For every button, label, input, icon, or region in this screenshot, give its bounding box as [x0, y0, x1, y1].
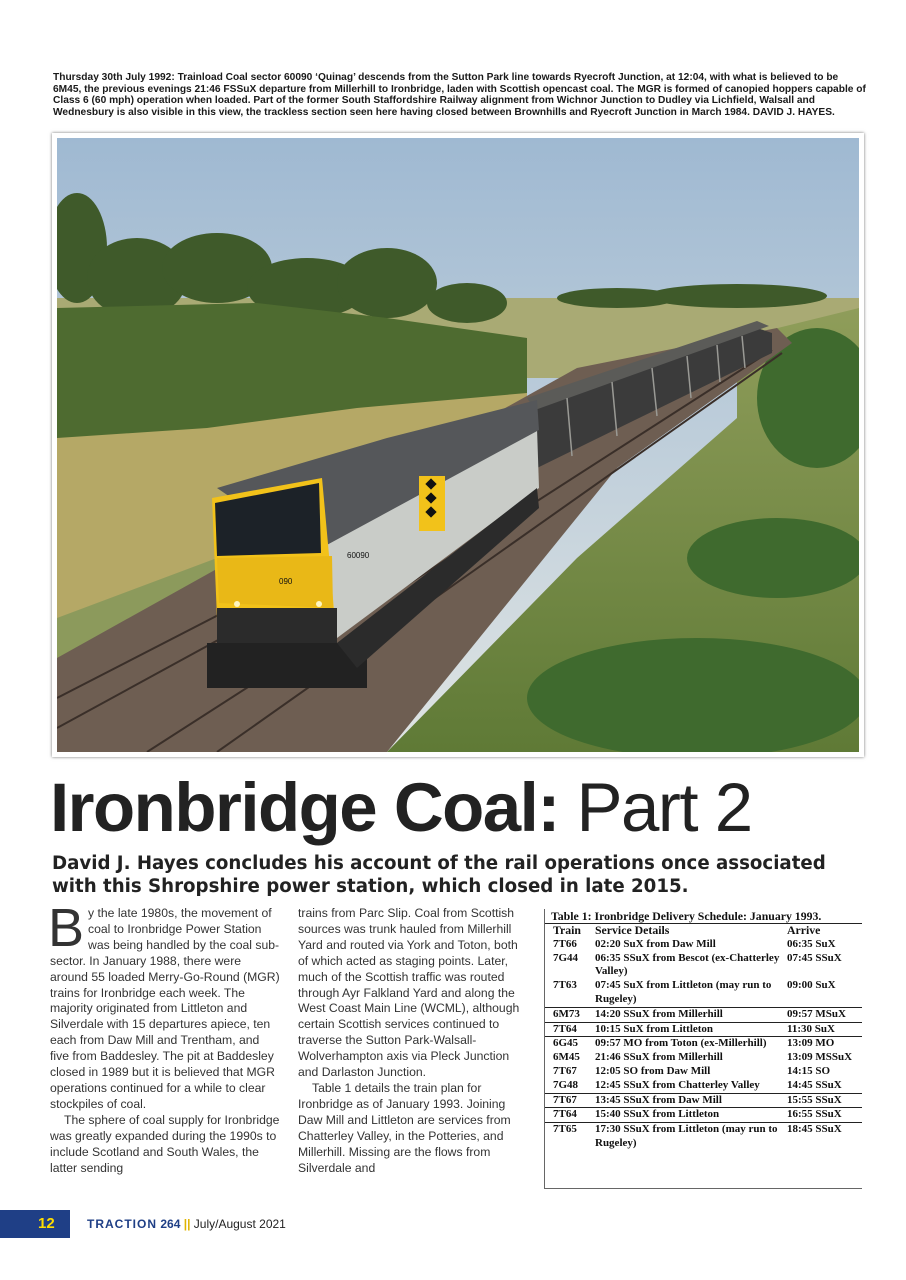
nose-number: 090	[279, 577, 293, 586]
cell-train: 7T66	[553, 937, 577, 950]
footer-folio	[87, 1215, 286, 1233]
cell-service: 06:35 SSuX from Bescot (ex-Chatterley Valley)	[595, 951, 780, 978]
cell-service: 09:57 MO from Toton (ex-Millerhill)	[595, 1037, 767, 1050]
table-header-row	[545, 924, 862, 938]
table-row	[545, 1094, 862, 1109]
cell-arrive: 15:55 SSuX	[787, 1093, 842, 1106]
issue-number: 264	[160, 1217, 181, 1231]
header-train: Train	[553, 923, 581, 937]
paragraph-4: Table 1 details the train plan for Ironbridge as of January 1993. Joining Daw Mill and Littleton are services from Chatterley Valley, in the Potteries, and Millerhill. Missing are the flows from Silverdale and	[298, 1080, 511, 1175]
paragraph-2: The sphere of coal supply for Ironbridge was greatly expanded during the 1990s to include Scotland and South Wales, the latter sending	[50, 1112, 280, 1175]
cell-arrive: 14:45 SSuX	[787, 1078, 842, 1091]
cell-train: 7T64	[553, 1022, 577, 1035]
cell-arrive: 09:00 SuX	[787, 979, 836, 992]
cell-train: 7T67	[553, 1093, 577, 1106]
cell-service: 12:05 SO from Daw Mill	[595, 1064, 711, 1077]
drop-cap: B	[48, 898, 85, 958]
table-row	[545, 938, 862, 952]
standfirst: David J. Hayes concludes his account of the rail operations once associated with this Shropshire power station, which closed in late 2015.	[52, 853, 826, 897]
cell-train: 7G48	[553, 1078, 579, 1091]
cell-arrive: 13:09 MO	[787, 1037, 835, 1050]
cell-service: 13:45 SSuX from Daw Mill	[595, 1093, 722, 1106]
table-row	[545, 1008, 862, 1023]
article-headline	[50, 768, 752, 848]
cell-arrive: 16:55 SSuX	[787, 1108, 842, 1121]
cell-train: 7T65	[553, 1123, 577, 1136]
header-service: Service Details	[595, 923, 670, 937]
headline-main: Ironbridge Coal:	[50, 769, 559, 846]
magazine-name: TRACTION	[87, 1217, 157, 1231]
cell-arrive: 09:57 MSuX	[787, 1007, 846, 1020]
cell-arrive: 18:45 SSuX	[787, 1123, 842, 1136]
paragraph-1	[48, 898, 280, 1113]
table-title: Table 1: Ironbridge Delivery Schedule: January 1993.	[545, 909, 862, 924]
cell-train: 7G44	[553, 951, 579, 964]
cell-train: 7T64	[553, 1108, 577, 1121]
table-row	[545, 952, 862, 980]
cab-side-number: 60090	[347, 551, 370, 560]
cell-service: 14:20 SSuX from Millerhill	[595, 1007, 723, 1020]
table-row	[545, 1123, 862, 1151]
photo-caption: Thursday 30th July 1992: Trainload Coal sector 60090 ‘Quinag’ descends from the Sutton Park line towards Ryecroft Junction, at 12:04, with what is believed to be 6M45, the previous evenings 21:46 FSSuX departure from Millerhill to Ironbridge, laden with Scottish opencast coal. The MGR is formed of canopied hoppers capable of Class 6 (60 mph) operation when loaded. Part of the former South Staffordshire Railway alignment from Wichnor Junction to Dudley via Lichfield, Walsall and Wednesbury is also visible in this view, the trackless section seen here having closed between Brownhills and Ryecroft Junction in March 1984. DAVID J. HAYES.	[53, 72, 866, 118]
page-number: 12	[38, 1215, 55, 1232]
cell-service: 02:20 SuX from Daw Mill	[595, 937, 716, 950]
table-row	[545, 1079, 862, 1094]
cell-arrive: 14:15 SO	[787, 1064, 831, 1077]
body-column-1	[48, 898, 280, 1176]
table-row	[545, 1065, 862, 1079]
railway-photo	[52, 133, 864, 757]
cell-train: 6G45	[553, 1037, 579, 1050]
cell-arrive: 11:30 SuX	[787, 1022, 835, 1035]
header-arrive: Arrive	[787, 923, 821, 937]
cell-train: 7T67	[553, 1064, 577, 1077]
cell-arrive: 06:35 SuX	[787, 937, 836, 950]
table-row	[545, 979, 862, 1008]
cell-service: 10:15 SuX from Littleton	[595, 1022, 714, 1035]
cell-service: 17:30 SSuX from Littleton (may run to Rugeley)	[595, 1123, 778, 1149]
paragraph-3: trains from Parc Slip. Coal from Scottish sources was trunk hauled from Millerhill Yard and routed via York and Toton, both of which acted as staging points. Later, much of the Scottish traffic was routed through Ayr Falkland Yard and along the West Coast Main Line (WCML), although certain Scottish services continued to traverse the Sutton Park-Walsall-Wolverhampton axis via Pleck Junction and Darlaston Junction.	[298, 906, 520, 1080]
footer-separator: ||	[183, 1217, 191, 1231]
cell-arrive: 13:09 MSSuX	[787, 1051, 853, 1064]
table-row	[545, 1023, 862, 1038]
cell-service: 15:40 SSuX from Littleton	[595, 1108, 720, 1121]
cell-service: 07:45 SuX from Littleton (may run to Rugeley)	[595, 979, 772, 1005]
paragraph-1-text: y the late 1980s, the movement of coal to Ironbridge Power Station was being handled by the coal sub-sector. In January 1988, there were around 55 loaded Merry-Go-Round (MGR) trains for Ironbridge each week. The majority originated from Littleton and Silverdale with 15 departures apiece, ten each from Daw Mill and Trentham, and five from Baddesley. The pit at Baddesley closed in 1989 but it is believed that MGR operations continued for a while to clear stockpiles of coal.	[50, 906, 280, 1111]
cell-train: 6M73	[553, 1007, 580, 1020]
footer-page-tab	[0, 1210, 70, 1238]
table-row	[545, 1051, 862, 1065]
body-column-2	[298, 906, 522, 1176]
headline-sub: Part 2	[576, 769, 752, 846]
cell-train: 6M45	[553, 1051, 580, 1064]
table-row	[545, 1037, 862, 1051]
table-row	[545, 1108, 862, 1123]
issue-date: July/August 2021	[193, 1217, 286, 1231]
cell-service: 12:45 SSuX from Chatterley Valley	[595, 1078, 760, 1091]
delivery-schedule-table	[544, 909, 862, 1189]
cell-arrive: 07:45 SSuX	[787, 951, 842, 964]
cell-train: 7T63	[553, 979, 577, 992]
cell-service: 21:46 SSuX from Millerhill	[595, 1051, 723, 1064]
